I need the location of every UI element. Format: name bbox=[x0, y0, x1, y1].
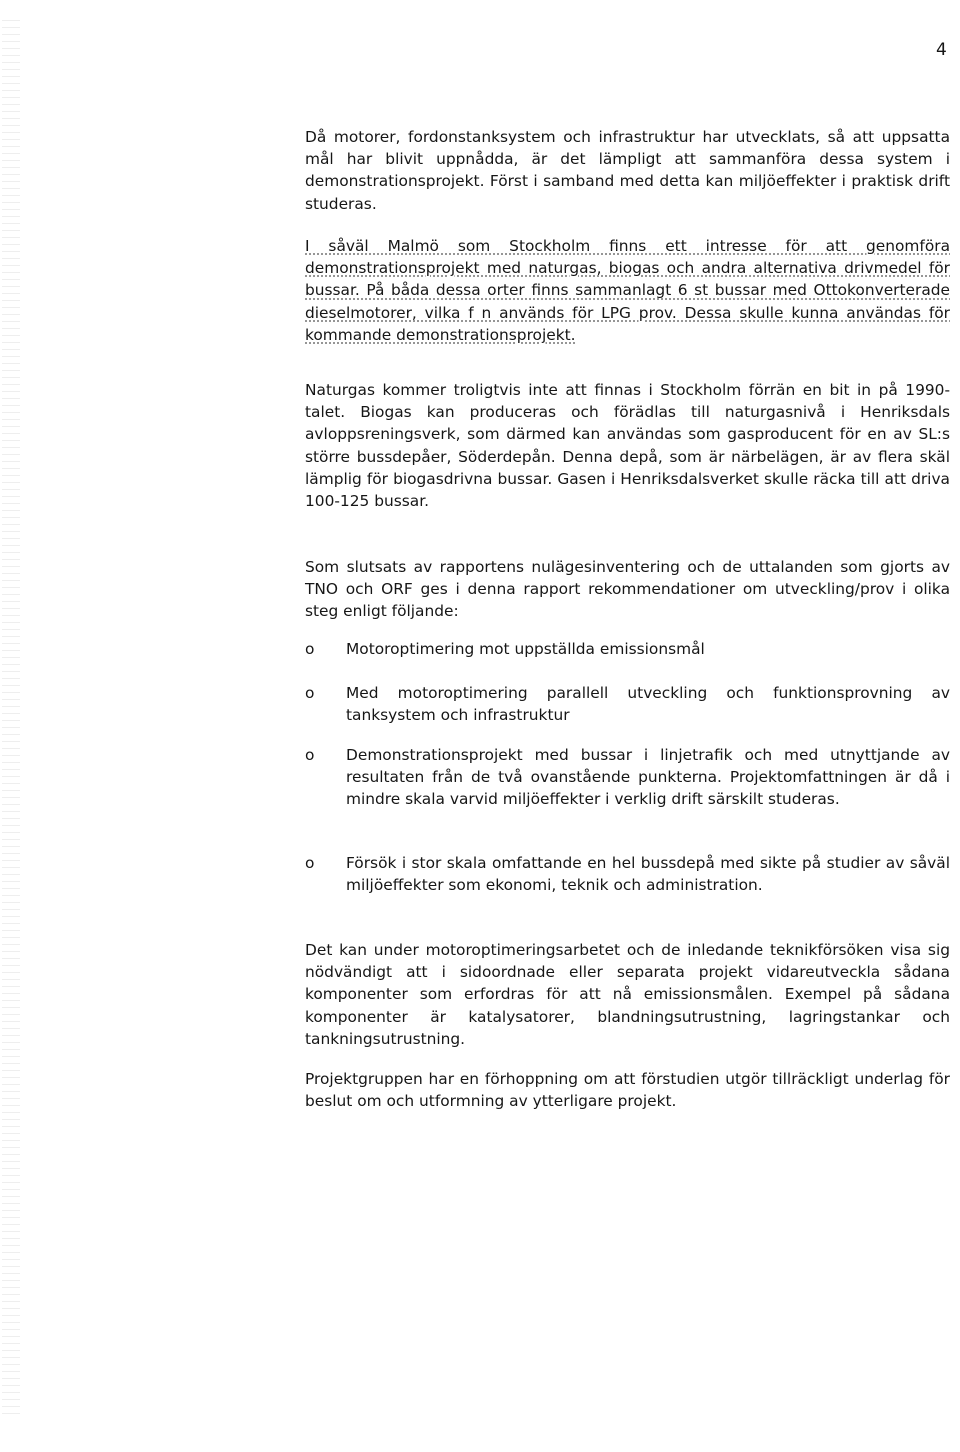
list-item-text: Motoroptimering mot uppställda emissionsmål bbox=[346, 640, 705, 658]
paragraph-malmo-stockholm: I såväl Malmö som Stockholm finns ett intresse för att genomföra demonstrationsprojekt med naturgas, biogas och andra alternativa drivmedel för bussar. På båda dessa orter finns sammanlagt 6 st bussar med Ottokonverterade dieselmotorer, vilka f n används för LPG prov. Dessa skulle kunna användas för kommande demonstrationsprojekt. bbox=[305, 237, 950, 344]
paragraph-motorer: Då motorer, fordonstanksystem och infrastruktur har utvecklats, så att uppsatta mål har blivit uppnådda, är det lämpligt att sammanföra dessa system i demonstrationsprojekt. Först i samband med detta kan miljöeffekter i praktisk drift studeras. bbox=[305, 128, 950, 213]
paragraph-slutsats: Som slutsats av rapportens nulägesinventering och de uttalanden som gjorts av TNO och ORF ges i denna rapport rekommendationer om utveckling/prov i olika steg enligt följande: bbox=[305, 558, 950, 621]
list-item-text: Försök i stor skala omfattande en hel bussdepå med sikte på studier av såväl miljöeffekter som ekonomi, teknik och administration. bbox=[346, 854, 950, 895]
bullet-marker: o bbox=[305, 746, 315, 764]
page-number: 4 bbox=[936, 40, 947, 60]
bullet-marker: o bbox=[305, 854, 315, 872]
bullet-marker: o bbox=[305, 684, 315, 702]
list-item-text: Demonstrationsprojekt med bussar i linjetrafik och med utnyttjande av resultaten från de två ovanstående punkterna. Projektomfattningen är då i mindre skala varvid miljöeffekter i verklig drift särskilt studeras. bbox=[346, 746, 950, 809]
bullet-marker: o bbox=[305, 640, 315, 658]
paragraph-teknikforsok: Det kan under motoroptimeringsarbetet och de inledande teknikförsöken visa sig nödvändigt att i sidoordnade eller separata projekt vidareutveckla sådana komponenter som erfordras för att nå emissionsmålen. Exempel på sådana komponenter är katalysatorer, blandningsutrustning, lagringstankar och tankningsutrustning. bbox=[305, 941, 950, 1048]
paragraph-naturgas: Naturgas kommer troligtvis inte att finnas i Stockholm förrän en bit in på 1990-talet. Biogas kan produceras och förädlas till naturgasnivå i Henriksdals avloppsreningsverk, som därmed kan användas som gasproducent för en av SL:s större bussdepåer, Söderdepån. Denna depå, som är närbelägen, är av flera skäl lämplig för biogasdrivna bussar. Gasen i Henriksdalsverket skulle räcka till att driva 100-125 bussar. bbox=[305, 381, 950, 511]
paragraph-projektgruppen: Projektgruppen har en förhoppning om att förstudien utgör tillräckligt underlag för beslut om och utformning av ytterligare projekt. bbox=[305, 1070, 950, 1111]
scan-edge-noise bbox=[2, 20, 20, 1420]
list-item-text: Med motoroptimering parallell utveckling och funktionsprovning av tanksystem och infrastruktur bbox=[346, 684, 950, 725]
